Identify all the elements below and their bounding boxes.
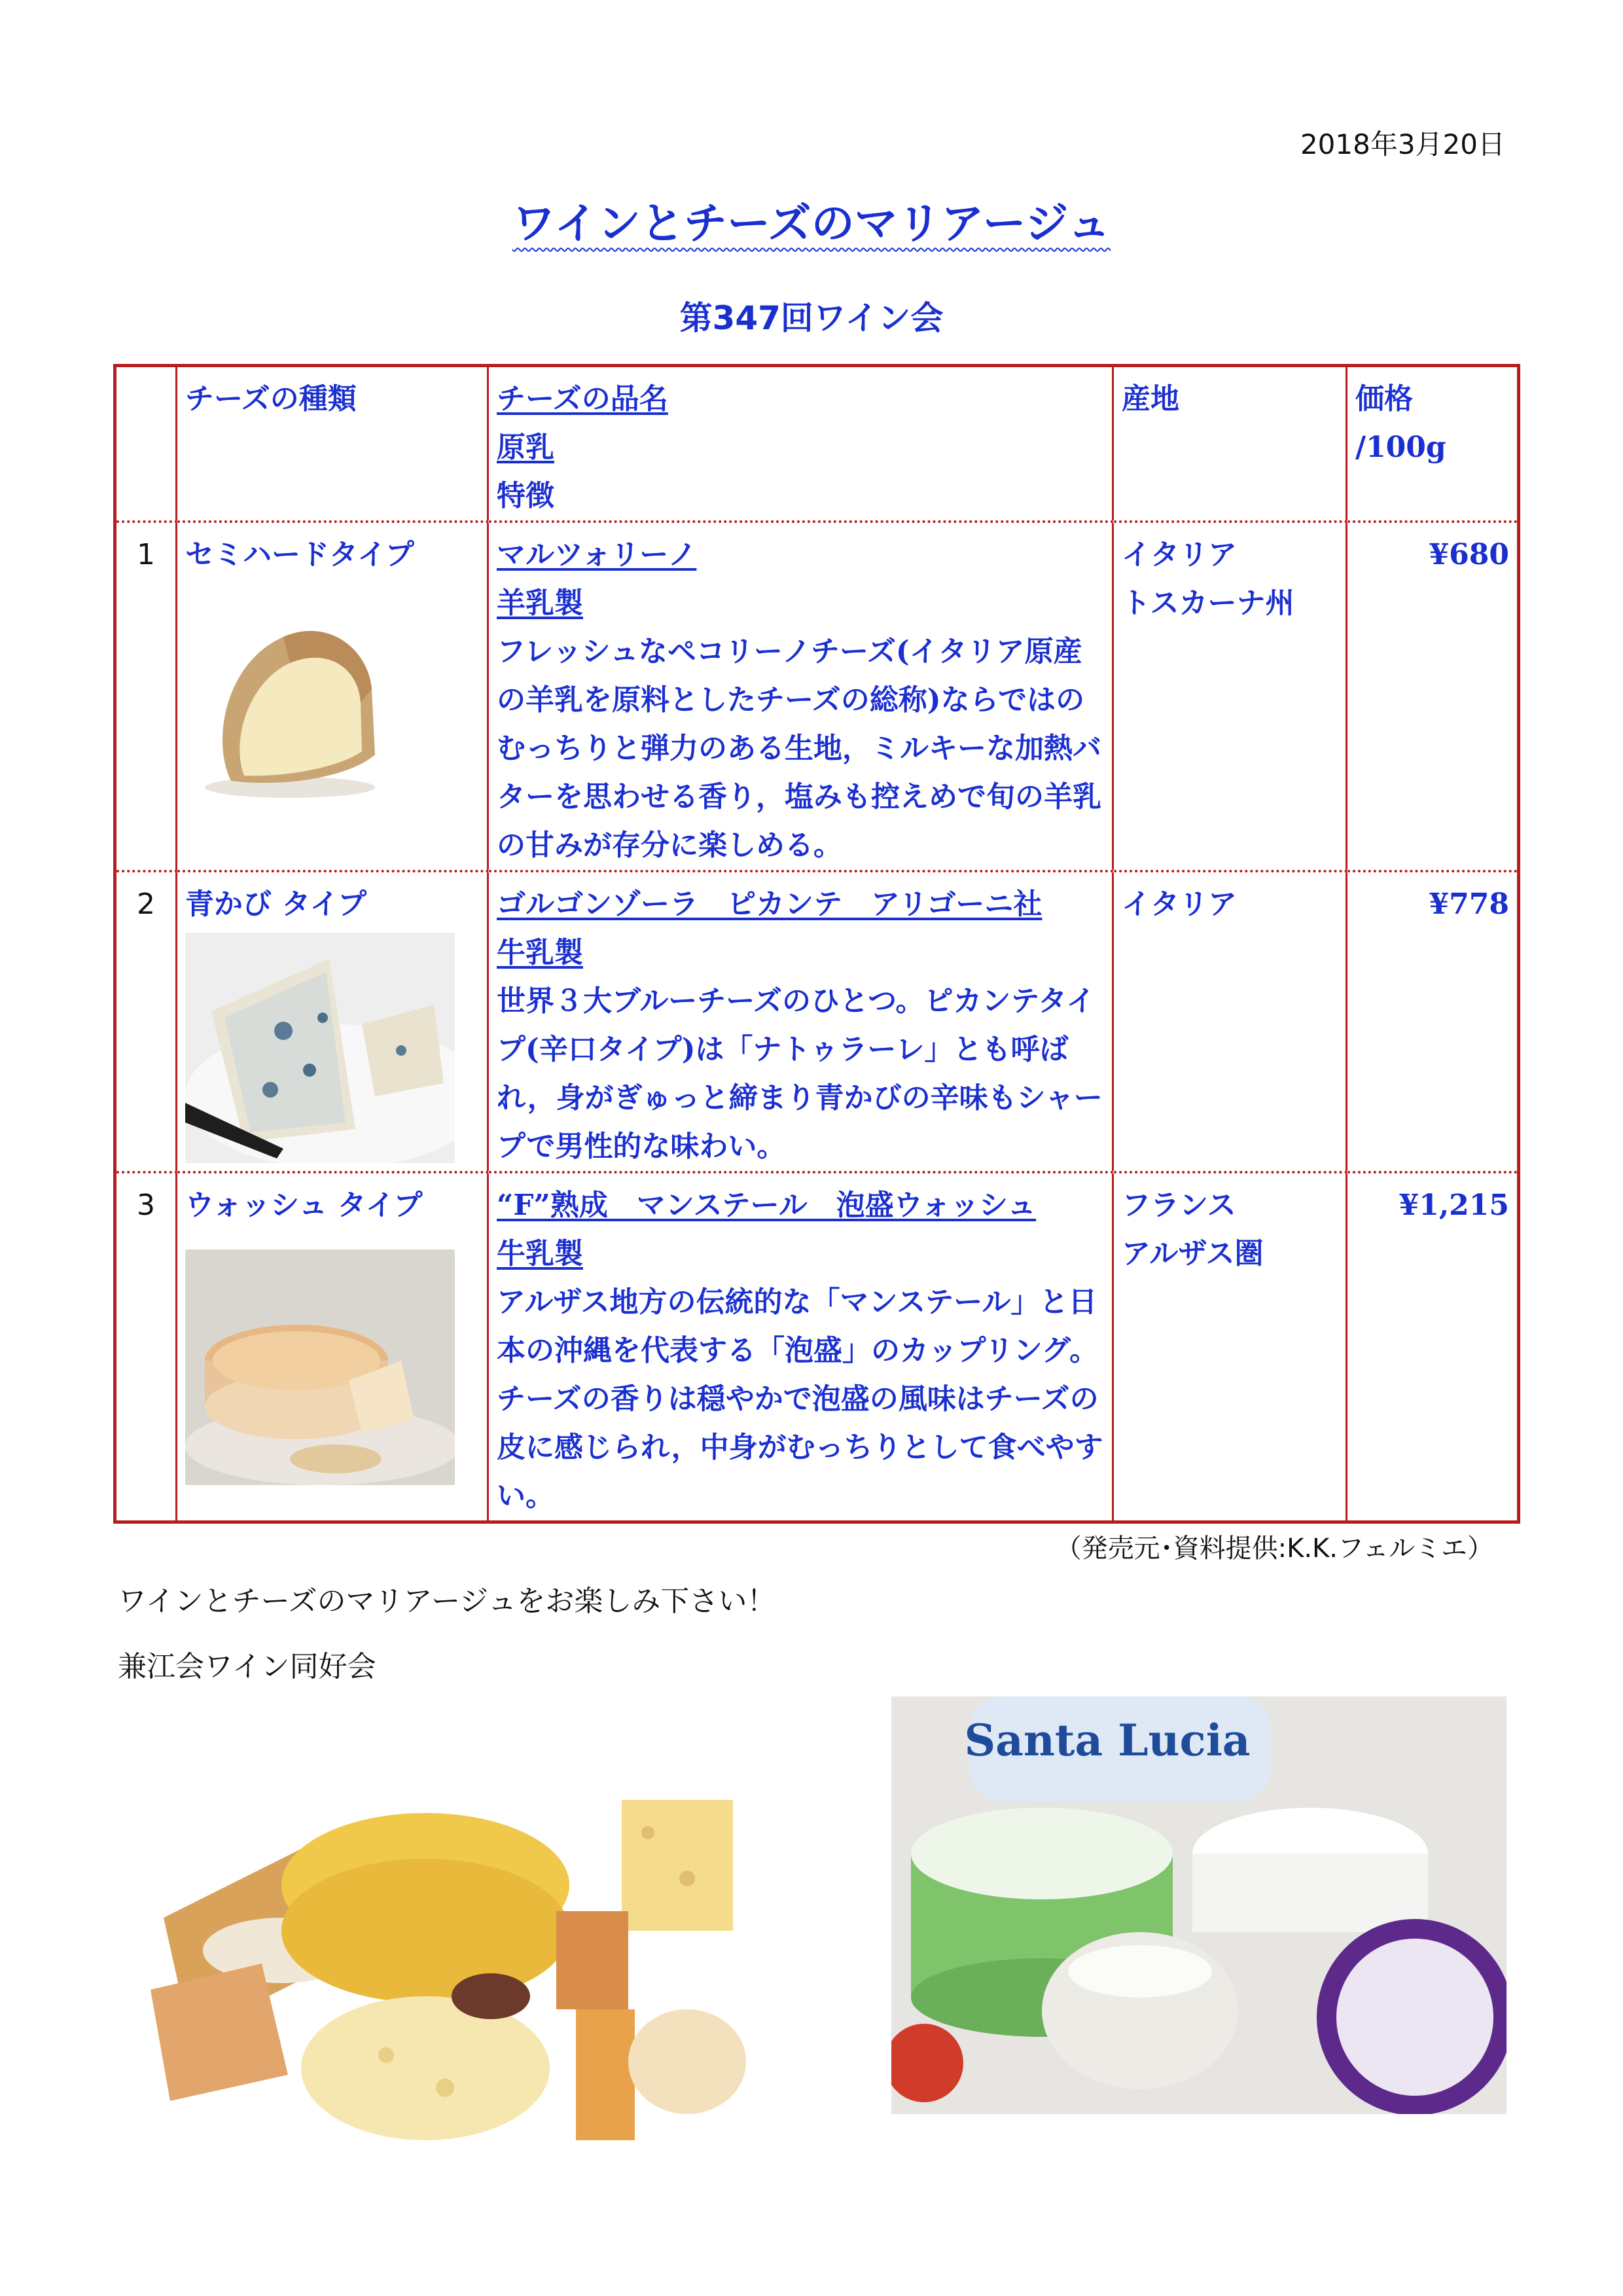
- header-name-cell: [488, 366, 1113, 522]
- header-milk: 原乳: [497, 431, 554, 464]
- cheese-table: [113, 364, 1520, 1524]
- row-description: フレッシュなペコリーノチーズ(イタリア原産の羊乳を原料としたチーズの総称)ならではのむっちりと弾力のある生地，ミルキーな加熱バターを思わせる香り，塩みも控えめで旬の羊乳の甘みが存分に楽しめる。: [497, 635, 1101, 862]
- row-description: アルザス地方の伝統的な「マンステール」と日本の沖縄を代表する「泡盛」のカップリング。チーズの香りは穏やかで泡盛の風味はチーズの皮に感じられ，中身がむっちりとして食べやすい。: [497, 1285, 1103, 1513]
- header-type: チーズの種類: [185, 382, 357, 416]
- row-type: セミハードタイプ: [185, 538, 414, 571]
- row-name-cell: [488, 1172, 1113, 1522]
- table-header-row: [115, 366, 1519, 522]
- assorted-cheese-image: [151, 1761, 753, 2147]
- row-origin-country: イタリア: [1122, 888, 1237, 921]
- santa-lucia-yogurt-image: [891, 1696, 1507, 2114]
- row-price: ¥680: [1347, 522, 1519, 871]
- table-row: [115, 522, 1519, 871]
- row-type: ウォッシュ タイプ: [185, 1189, 423, 1222]
- row-number: 3: [115, 1172, 177, 1522]
- header-price: 価格: [1355, 382, 1413, 416]
- brand-label: Santa Lucia: [964, 1715, 1251, 1766]
- semi-hard-cheese-image: [185, 591, 388, 807]
- row-name: “F”熟成 マンステール 泡盛ウォッシュ: [497, 1189, 1037, 1222]
- header-price-cell: [1347, 366, 1519, 522]
- blue-cheese-image: [185, 933, 455, 1163]
- row-type: 青かび タイプ: [185, 888, 367, 921]
- row-type-cell: [177, 522, 488, 871]
- row-origin-region: アルザス圏: [1122, 1237, 1264, 1270]
- row-origin-country: イタリア: [1122, 538, 1237, 571]
- header-type-cell: [177, 366, 488, 522]
- organizer-name: 兼江会ワイン同好会: [118, 1650, 376, 1683]
- row-name-cell: [488, 522, 1113, 871]
- document-title: [0, 188, 1623, 256]
- closing-line: ワインとチーズのマリアージュをお楽しみ下さい！: [118, 1585, 776, 1618]
- row-name: マルツォリーノ: [497, 538, 697, 571]
- row-type-cell: [177, 1172, 488, 1522]
- row-description: 世界３大ブルーチーズのひとつ。ピカンテタイプ(辛口タイプ)は「ナトゥラーレ」とも呼ばれ，身がぎゅっと締まり青かびの辛味もシャープで男性的な味わい。: [497, 984, 1103, 1163]
- row-milk: 羊乳製: [497, 586, 583, 620]
- washed-rind-cheese-image: [185, 1249, 455, 1485]
- row-price: ¥778: [1347, 871, 1519, 1172]
- row-origin-cell: [1113, 522, 1347, 871]
- header-origin-cell: [1113, 366, 1347, 522]
- row-origin-cell: [1113, 1172, 1347, 1522]
- row-name-cell: [488, 871, 1113, 1172]
- document-subtitle: 第347回ワイン会: [679, 299, 944, 337]
- row-name: ゴルゴンゾーラ ピカンテ アリゴーニ社: [497, 888, 1043, 921]
- row-price: ¥1,215: [1347, 1172, 1519, 1522]
- source-note: （発売元･資料提供:K.K.フェルミエ）: [1055, 1534, 1493, 1564]
- document-title-text: ワインとチーズのマリアージュ: [512, 198, 1111, 249]
- row-number: 1: [115, 522, 177, 871]
- row-number: 2: [115, 871, 177, 1172]
- row-origin-country: フランス: [1122, 1189, 1236, 1222]
- document-date: 2018年3月20日: [1300, 128, 1505, 160]
- header-origin: 産地: [1122, 382, 1179, 416]
- row-origin-cell: [1113, 871, 1347, 1172]
- table-row: [115, 871, 1519, 1172]
- table-row: [115, 1172, 1519, 1522]
- row-milk: 牛乳製: [497, 1237, 583, 1270]
- row-milk: 牛乳製: [497, 936, 583, 969]
- row-origin-region: トスカーナ州: [1122, 586, 1294, 620]
- header-name: チーズの品名: [497, 382, 668, 416]
- header-num-cell: [115, 366, 177, 522]
- header-price-unit: /100g: [1355, 431, 1446, 464]
- header-feature: 特徴: [497, 479, 554, 512]
- row-type-cell: [177, 871, 488, 1172]
